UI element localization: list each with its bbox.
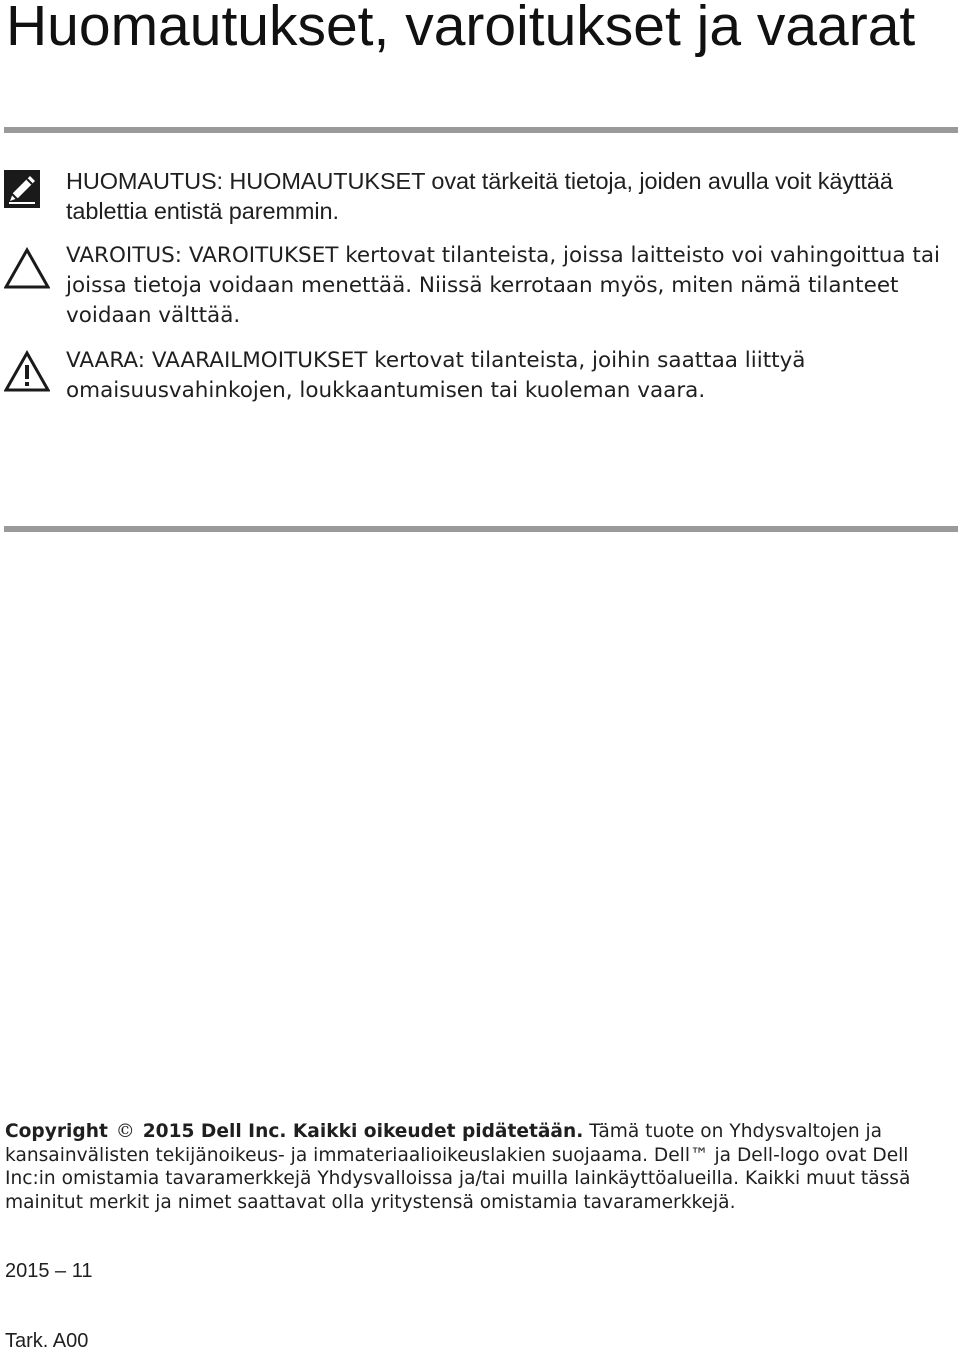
section-divider [4,526,958,532]
title-divider [4,127,958,133]
legal-body: Tämä tuote on Yhdysvaltojen ja kansainvälisten tekijänoikeus- ja immateriaalioikeuslakien suojaama. Dell™ ja Dell-logo ovat Dell Inc:in omistamia tavaramerkkejä Yhdysvalloissa ja/tai muilla lainkäyttöalueilla. Kaikki muut tässä mainitut merkit ja nimet saattavat olla yritystensä omistamia tavaramerkkejä. [5,1121,911,1213]
warning-text: VAROITUS: VAROITUKSET kertovat tilanteista, joissa laitteisto voi vahingoittua tai joissa tietoja voidaan menettää. Niissä kerrotaan myös, miten nämä tilanteet voidaan välttää. [66,243,941,328]
copyright-symbol: © [115,1120,135,1142]
copyright-holder: 2015 Dell Inc. Kaikki oikeudet pidätetään. [142,1121,584,1142]
pencil-note-icon [4,170,40,212]
publication-date: 2015 – 11 [5,1260,93,1282]
revision-label: Tark. A00 [5,1330,89,1352]
danger-text: VAARA: VAARAILMOITUKSET kertovat tilanteista, joihin saattaa liittyä omaisuusvahinkojen, loukkaantumisen tai kuoleman vaara. [66,348,806,403]
danger-exclamation-triangle-icon [4,350,50,396]
warning-triangle-icon [4,247,50,293]
copyright-paragraph [5,1120,955,1214]
note-text: HUOMAUTUS: HUOMAUTUKSET ovat tärkeitä tietoja, joiden avulla voit käyttää tablettia entistä paremmin. [66,168,893,224]
copyright-label: Copyright [5,1121,108,1142]
page-title: Huomautukset, varoitukset ja vaarat [6,0,916,58]
